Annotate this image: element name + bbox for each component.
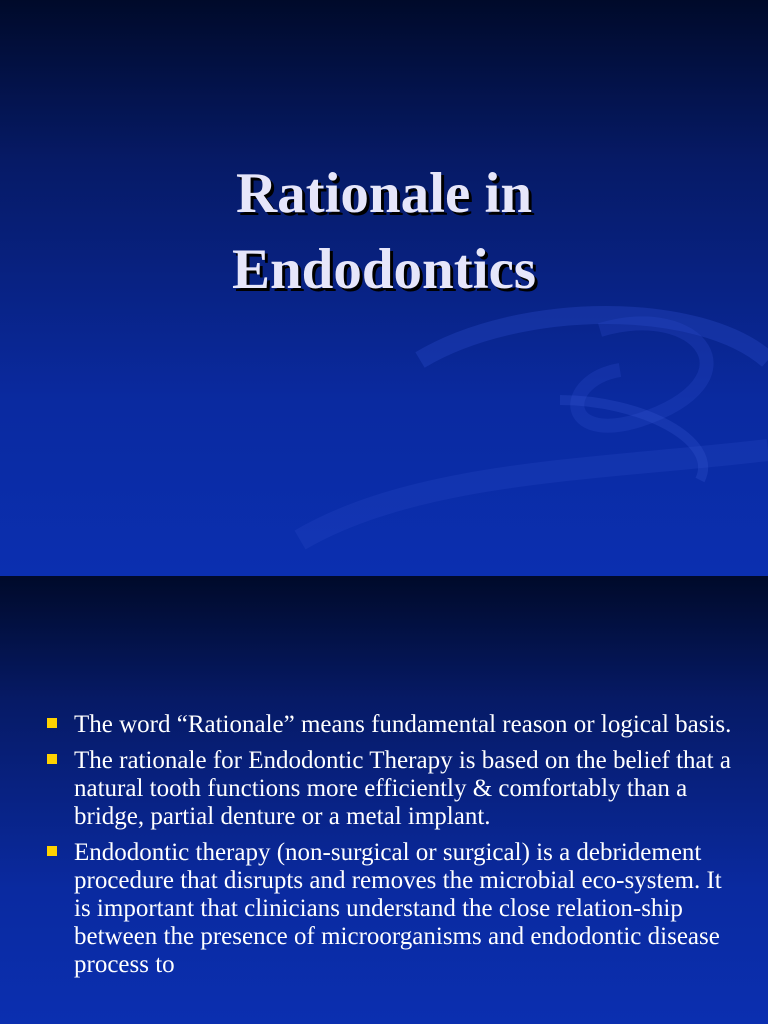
bullet-text: The rationale for Endodontic Therapy is based on the belief that a natural tooth functions more efficiently & comfortably than a bridge, partial denture or a metal implant. [74, 747, 731, 830]
bullet-square-icon [47, 718, 57, 728]
bullet-text: The word “Rationale” means fundamental reason or logical basis. [74, 711, 732, 738]
bullet-list [44, 711, 734, 987]
bullet-text: Endodontic therapy (non-surgical or surgical) is a debridement procedure that disrupts and removes the microbial eco-system. It is important that clinicians understand the close relation-ship between the presence of microorganisms and endodontic disease process to [74, 839, 722, 978]
title-line-2: Endodontics [231, 238, 537, 301]
bullet-square-icon [47, 754, 57, 764]
list-item [44, 711, 734, 739]
bullet-square-icon [47, 846, 57, 856]
list-item [44, 839, 734, 979]
title-line-1: Rationale in [235, 162, 533, 225]
list-item [44, 747, 734, 831]
slide-title [0, 156, 768, 308]
